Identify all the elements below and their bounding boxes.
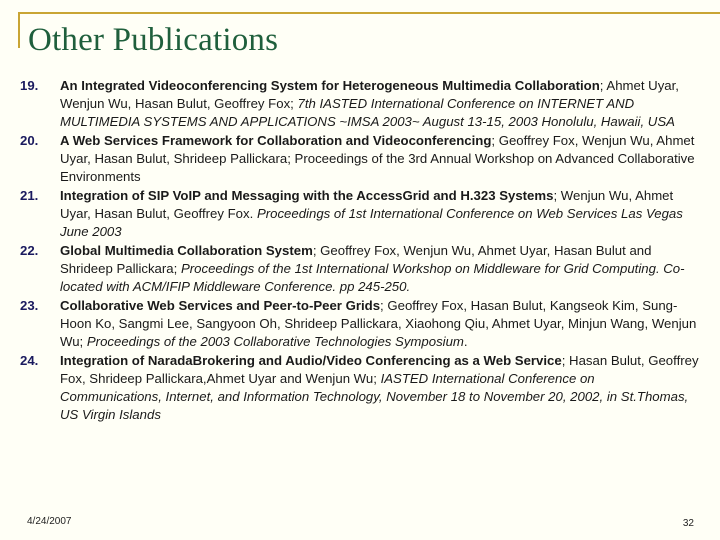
publication-item [20, 352, 700, 424]
title-rule-left [18, 12, 20, 48]
separator: ; [599, 78, 607, 93]
title-rule-top [18, 12, 720, 14]
separator: ; [553, 188, 561, 203]
pub-title: Integration of SIP VoIP and Messaging with the AccessGrid and H.323 Systems [60, 188, 554, 203]
item-number: 23. [20, 298, 39, 313]
pub-title: Collaborative Web Services and Peer-to-Peer Grids [60, 298, 381, 313]
pub-venue: 7th IASTED International Conference on INTERNET AND MULTIMEDIA SYSTEMS AND APPLICATIONS ~IMSA 2003~ August 13-15, 2003 Honolulu, Hawaii, USA [60, 96, 675, 129]
publication-item [20, 132, 700, 186]
pub-authors: Hasan Bulut, Geoffrey Fox, Shrideep Pallickara,Ahmet Uyar and Wenjun Wu; [60, 353, 699, 386]
pub-title: Integration of NaradaBrokering and Audio/Video Conferencing as a Web Service [60, 353, 562, 368]
footer-date: 4/24/2007 [27, 516, 72, 527]
pub-authors: Geoffrey Fox, Hasan Bulut, Kangseok Kim, Sung-Hoon Ko, Sangmi Lee, Sangyoon Oh, Shrideep Pallickara, Xiaohong Qiu, Ahmet Uyar, Minjun Wang, Wenjun Wu; [60, 298, 697, 349]
item-number: 20. [20, 133, 39, 148]
pub-title: A Web Services Framework for Collaboration and Videoconferencing [60, 133, 492, 148]
pub-venue: Proceedings of 1st International Conference on Web Services Las Vegas June 2003 [60, 206, 683, 239]
separator: ; [491, 133, 499, 148]
pub-title: An Integrated Videoconferencing System for Heterogeneous Multimedia Collaboration [60, 78, 600, 93]
item-number: 19. [20, 78, 39, 93]
pub-authors: Ahmet Uyar, Wenjun Wu, Hasan Bulut, Geoffrey Fox; [60, 78, 679, 111]
page-number: 32 [682, 518, 694, 529]
publication-item [20, 77, 700, 131]
pub-venue: Proceedings of the 1st International Workshop on Middleware for Grid Computing. Co-located with ACM/IFIP Middleware Conference. pp 245-250. [60, 261, 685, 294]
publication-item [20, 297, 700, 351]
publication-list [20, 77, 700, 425]
item-number: 24. [20, 353, 39, 368]
publication-item [20, 242, 700, 296]
pub-authors: Geoffrey Fox, Wenjun Wu, Ahmet Uyar, Hasan Bulut, Shrideep Pallickara; Proceedings of the 3rd Annual Workshop on Advanced Collaborative Environments [60, 133, 695, 184]
pub-title: Global Multimedia Collaboration System [60, 243, 313, 258]
pub-venue: Proceedings of the 2003 Collaborative Technologies Symposium [86, 334, 464, 349]
pub-tail: . [463, 334, 468, 349]
separator: ; [312, 243, 321, 258]
item-number: 21. [20, 188, 39, 203]
separator: ; [561, 353, 570, 368]
publication-item [20, 187, 700, 241]
separator: ; [380, 298, 388, 313]
slide-title: Other Publications [28, 22, 279, 58]
pub-authors: Geoffrey Fox, Wenjun Wu, Ahmet Uyar, Hasan Bulut and Shrideep Pallickara; [60, 243, 652, 276]
pub-authors: Wenjun Wu, Ahmet Uyar, Hasan Bulut, Geoffrey Fox. [60, 188, 674, 221]
pub-venue: IASTED International Conference on Communications, Internet, and Information Technology, November 18 to November 20, 2002, in St.Thomas, US Virgin Islands [60, 371, 689, 422]
item-number: 22. [20, 243, 39, 258]
